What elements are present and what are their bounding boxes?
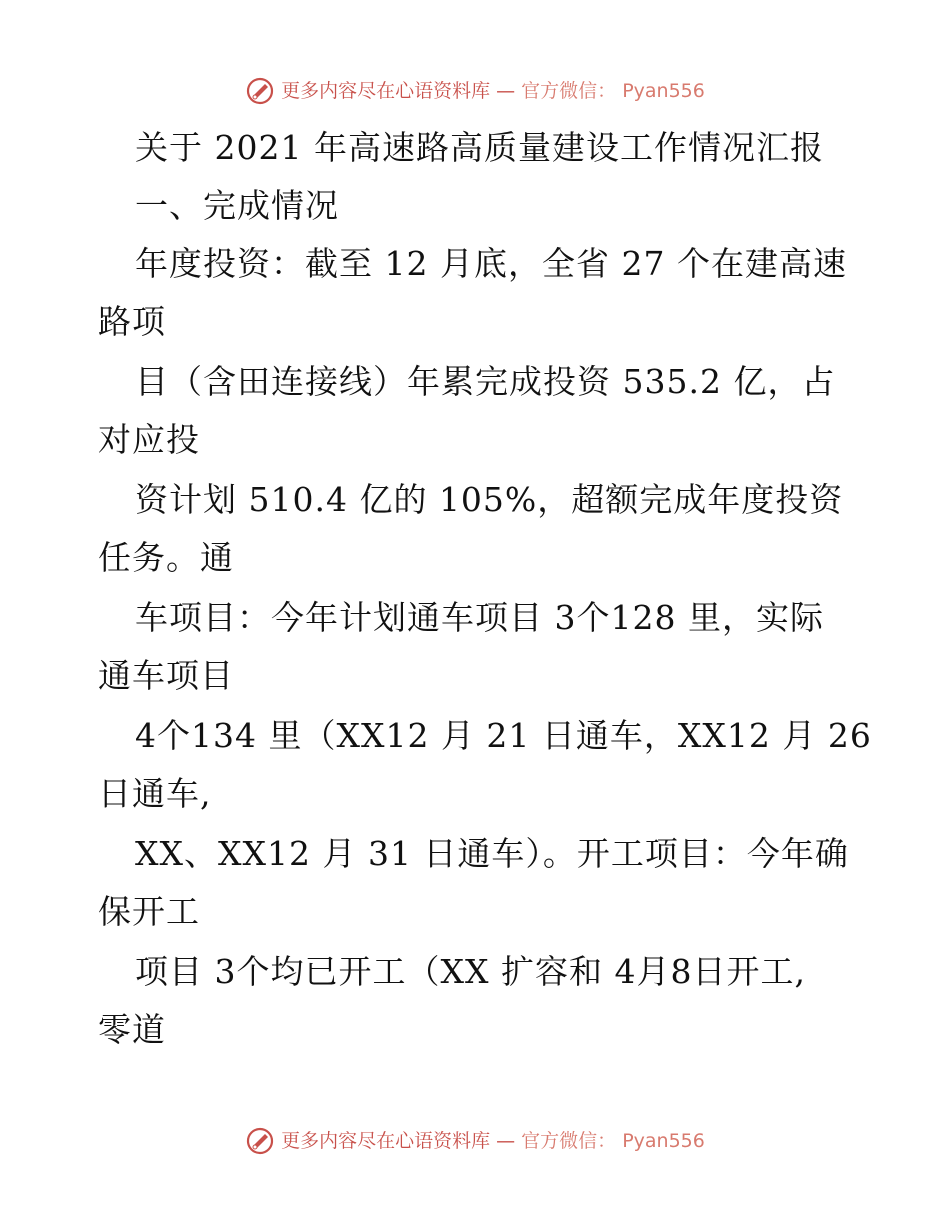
watermark-wechat-label: 官方微信： (521, 80, 617, 102)
paragraph-line: 车项目：今年计划通车项目 3个128 里，实际 (135, 598, 824, 637)
watermark-wechat-id: Pyan556 (622, 1130, 705, 1152)
paragraph-line: 对应投 (98, 420, 200, 459)
logo-icon (245, 76, 275, 106)
footer-watermark (0, 1126, 950, 1156)
watermark-title: 更多内容尽在心语资料库 (281, 1130, 491, 1152)
watermark-wechat-id: Pyan556 (622, 80, 705, 102)
paragraph-line: 零道 (98, 1010, 166, 1049)
paragraph-line: 4个134 里（XX12 月 21 日通车，XX12 月 26 (135, 716, 872, 755)
paragraph-line: 通车项目 (98, 656, 234, 695)
watermark-dash: — (496, 1130, 516, 1152)
paragraph-line: 任务。通 (98, 538, 234, 577)
watermark-dash: — (496, 80, 516, 102)
paragraph-line: 目（含田连接线）年累完成投资 535.2 亿，占 (135, 362, 836, 401)
paragraph-line: XX、XX12 月 31 日通车）。开工项目：今年确 (135, 834, 849, 873)
header-watermark (0, 76, 950, 106)
paragraph-line: 年度投资：截至 12 月底，全省 27 个在建高速 (135, 244, 847, 283)
watermark-title: 更多内容尽在心语资料库 (281, 80, 491, 102)
paragraph-line: 路项 (98, 302, 166, 341)
document-title: 关于 2021 年高速路高质量建设工作情况汇报 (135, 128, 824, 167)
paragraph-line: 日通车, (98, 774, 212, 813)
paragraph-line: 保开工 (98, 892, 200, 931)
logo-icon (245, 1126, 275, 1156)
paragraph-line: 资计划 510.4 亿的 105%，超额完成年度投资 (135, 480, 844, 519)
section-heading: 一、完成情况 (135, 186, 339, 225)
paragraph-line: 项目 3个均已开工（XX 扩容和 4月8日开工, (135, 952, 806, 991)
watermark-wechat-label: 官方微信： (521, 1130, 617, 1152)
